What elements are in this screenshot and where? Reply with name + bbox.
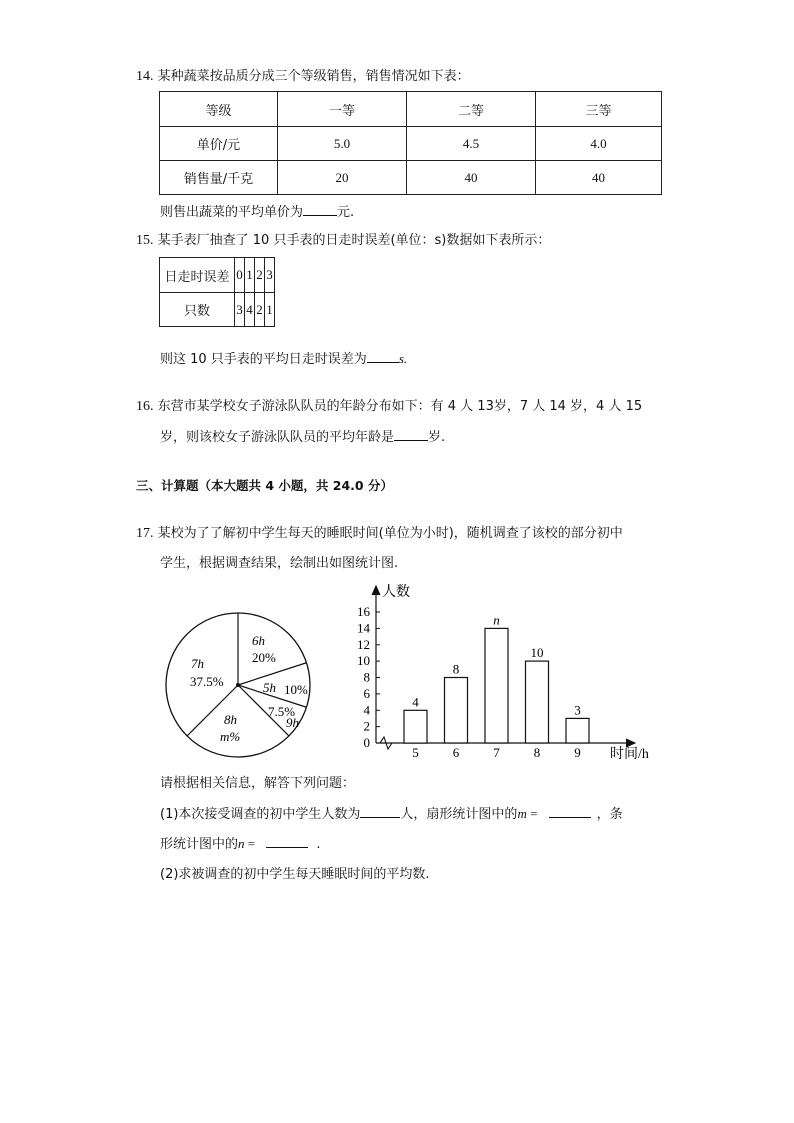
q14-header-cell: 二等: [407, 92, 536, 127]
y-axis-label: 人数: [382, 585, 410, 600]
q15-cell: 1: [245, 258, 255, 293]
pie-label-7h: 7h: [191, 656, 204, 671]
q17-sub2: (2)求被调查的初中学生每天睡眠时间的平均数.: [160, 867, 430, 882]
q17-sub1-line1: [160, 805, 623, 824]
bar-6: [445, 678, 468, 744]
bar-series: [404, 612, 589, 760]
equals-sign: =: [526, 806, 541, 821]
pie-chart: [160, 610, 320, 762]
pie-center-dot: [236, 683, 240, 687]
bar-data-label: 4: [412, 694, 419, 710]
q17-line1: [136, 525, 623, 543]
q14-cell: 4.5: [407, 127, 536, 161]
x-tick-label: 5: [412, 745, 419, 760]
y-tick-label: 8: [363, 669, 370, 685]
q17-sub1-line2: [160, 835, 321, 854]
pie-label-8h: 8h: [224, 712, 237, 727]
q15-cell: 1: [265, 293, 275, 327]
q17-number: 17.: [136, 526, 154, 541]
pie-value-6h: 20%: [252, 650, 276, 665]
q15-cell: 0: [235, 258, 245, 293]
q17-sub1-line2-a: 形统计图中的: [160, 837, 239, 852]
y-tick-label: 14: [357, 620, 370, 636]
x-tick-label: 8: [533, 745, 541, 760]
bar-5: [404, 710, 427, 743]
pie-value-8h: m%: [220, 729, 241, 744]
q15-table: [159, 257, 275, 327]
pie-label-5h: 5h: [263, 680, 276, 695]
q14-header-cell: 一等: [278, 92, 407, 127]
pie-value-9h: 7.5%: [268, 704, 296, 719]
bar-chart: [340, 578, 660, 768]
q17-text: 某校为了了解初中学生每天的睡眠时间(单位为小时)，随机调查了该校的部分初中: [157, 526, 623, 541]
q15-cell: 2: [255, 293, 265, 327]
q14-cell: 5.0: [278, 127, 407, 161]
x-tick-label: 7: [493, 745, 500, 760]
pie-label-6h: 6h: [252, 633, 265, 648]
q14-text: 某种蔬菜按品质分成三个等级销售，销售情况如下表：: [157, 69, 470, 84]
y-tick-label: 2: [363, 718, 370, 734]
q15-answer-suffix: s.: [398, 351, 408, 366]
q16-text: 东营市某学校女子游泳队队员的年龄分布如下：有 4 人 13岁，7 人 14 岁，4 人 15: [157, 399, 643, 414]
x-axis-label: 时间/h: [610, 747, 649, 762]
q15-line: [136, 232, 550, 250]
q15-text: 某手表厂抽查了 10 只手表的日走时误差(单位：s)数据如下表所示：: [157, 233, 551, 248]
pie-label-9h: 9h: [286, 715, 299, 730]
q16-line2-prefix: 岁，则该校女子游泳队队员的平均年龄是: [160, 430, 395, 445]
q14-answer-suffix: 元.: [337, 205, 355, 220]
q17-sub1-c: ，条: [596, 807, 623, 822]
q15-answer-prefix: 则这 10 只手表的平均日走时误差为: [160, 352, 367, 367]
q14-header-cell: 等级: [160, 92, 278, 127]
var-m: m: [517, 806, 527, 821]
q14-cell: 单价/元: [160, 127, 278, 161]
q14-cell: 销售量/千克: [160, 161, 278, 195]
q15-cell: 2: [255, 258, 265, 293]
q14-cell: 40: [536, 161, 662, 195]
y-tick-label: 16: [357, 604, 370, 619]
equals-sign: =: [244, 836, 259, 851]
q17-sub1-b: 人，扇形统计图中的: [400, 807, 518, 822]
q14-cell: 20: [278, 161, 407, 195]
q15-answer-line: [160, 350, 407, 369]
y-tick-label: 6: [363, 685, 370, 701]
bar-data-label: 10: [530, 645, 544, 661]
bar-data-label: n: [493, 612, 500, 628]
q17-sub1-line2-end: .: [316, 837, 321, 852]
q16-line1: [136, 398, 642, 416]
q14-table: [159, 91, 662, 195]
q14-answer-line: [160, 203, 354, 222]
q15-cell: 3: [265, 258, 275, 293]
q16-line2: [160, 428, 445, 447]
q15-cell: 日走时误差: [160, 258, 235, 293]
q17-sub1-a: (1)本次接受调查的初中学生人数为: [160, 807, 361, 822]
q14-answer-prefix: 则售出蔬菜的平均单价为: [160, 205, 304, 220]
q15-number: 15.: [136, 233, 154, 248]
pie-value-5h: 10%: [284, 682, 308, 697]
x-tick-label: 6: [452, 745, 460, 760]
q16-line2-suffix: 岁.: [428, 430, 446, 445]
bar-data-label: 3: [574, 702, 581, 718]
bar-8: [526, 661, 549, 743]
y-tick-label: 12: [357, 636, 370, 652]
y-tick-label: 4: [363, 702, 370, 718]
q14-number: 14.: [136, 69, 154, 84]
answer-blank[interactable]: [303, 203, 337, 216]
q14-line: [136, 68, 470, 86]
answer-blank[interactable]: [549, 805, 591, 818]
x-axis-arrow: [626, 739, 635, 747]
y-tick-label: 0: [363, 735, 370, 750]
q17-prompt: 请根据相关信息，解答下列问题：: [160, 776, 356, 791]
pie-value-7h: 37.5%: [190, 674, 224, 689]
q14-cell: 4.0: [536, 127, 662, 161]
answer-blank[interactable]: [394, 428, 428, 441]
q15-cell: 3: [235, 293, 245, 327]
section-title: 三、计算题（本大题共 4 小题，共 24.0 分）: [136, 478, 393, 493]
bar-9: [566, 718, 589, 743]
y-tick-label: 10: [357, 653, 370, 669]
x-tick-label: 9: [574, 745, 581, 760]
q14-header-cell: 三等: [536, 92, 662, 127]
answer-blank[interactable]: [367, 350, 399, 363]
bar-7: [485, 628, 508, 743]
q14-cell: 40: [407, 161, 536, 195]
q15-cell: 只数: [160, 293, 235, 327]
answer-blank[interactable]: [360, 805, 400, 818]
q16-number: 16.: [136, 399, 154, 414]
y-axis-arrow: [372, 586, 380, 595]
bar-data-label: 8: [452, 661, 460, 677]
var-n: n: [238, 836, 245, 851]
answer-blank[interactable]: [266, 835, 308, 848]
q15-cell: 4: [245, 293, 255, 327]
q17-line2: 学生，根据调查结果，绘制出如图统计图.: [160, 556, 399, 571]
